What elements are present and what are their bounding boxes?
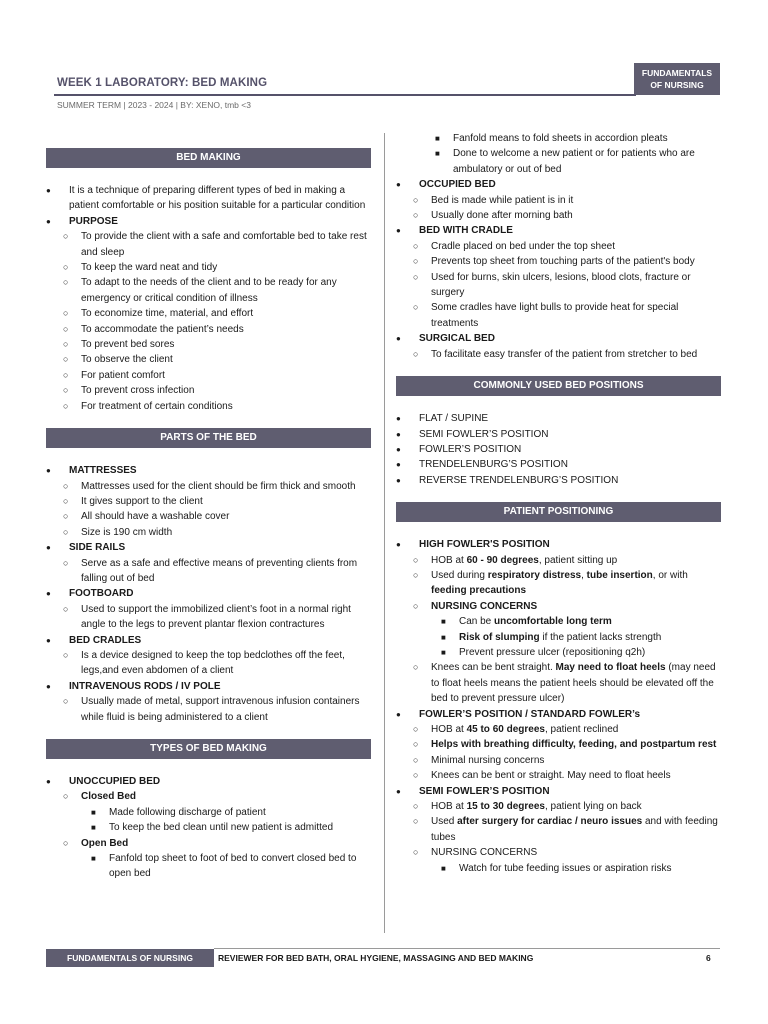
right-column	[396, 131, 721, 876]
patient-positioning-list	[396, 537, 721, 876]
semi-fowler-label: SEMI FOWLER’S POSITION	[419, 785, 550, 797]
fowler-label: FOWLER’S POSITION / STANDARD FOWLER’s	[419, 708, 641, 720]
mattresses-list	[63, 479, 371, 541]
list-item: ○ All should have a washable cover	[63, 509, 371, 524]
list-item: ○ Bed is made while patient is in it	[413, 193, 721, 208]
text-run: , patient lying on back	[544, 801, 642, 813]
text-run: Used	[431, 816, 458, 828]
list-item: ○ To prevent bed sores	[63, 337, 371, 352]
list-item	[413, 660, 721, 706]
list-item: ● REVERSE TRENDELENBURG’S POSITION	[396, 473, 721, 488]
fowler-list	[413, 722, 721, 784]
header-badge-line2: OF NURSING	[650, 80, 704, 90]
footboard-item	[46, 586, 371, 632]
list-item: ■ Done to welcome a new patient or for patients who are ambulatory or out of bed	[424, 146, 721, 177]
list-item: ■ Prevent pressure ulcer (repositioning q2h)	[430, 645, 721, 660]
list-item: ○ Helps with breathing difficulty, feeding, and postpartum rest	[413, 737, 721, 752]
text-run: and with feeding tubes	[431, 816, 718, 843]
list-item	[413, 814, 721, 845]
list-item: ■ Watch for tube feeding issues or aspiration risks	[430, 861, 721, 876]
list-item: ○ For treatment of certain conditions	[63, 399, 371, 414]
page-header-title: WEEK 1 LABORATORY: BED MAKING	[57, 77, 268, 89]
section-header-types-of-bed-making: TYPES OF BED MAKING	[46, 739, 371, 759]
page-subtitle: SUMMER TERM | 2023 - 2024 | BY: XENO, tmb <3	[57, 100, 251, 110]
list-item	[413, 722, 721, 737]
occupied-bed-label: OCCUPIED BED	[419, 179, 496, 191]
section-header-patient-positioning: PATIENT POSITIONING	[396, 502, 721, 522]
list-item: ○ Prevents top sheet from touching parts of the patient's body	[413, 254, 721, 269]
header-badge	[634, 63, 720, 95]
purpose-list	[63, 229, 371, 414]
header-divider	[54, 94, 636, 96]
list-item	[413, 568, 721, 599]
semi-fowler-list	[413, 799, 721, 876]
text-run: , patient sitting up	[538, 554, 618, 566]
text-run: 60 - 90 degrees	[466, 554, 539, 566]
section-header-parts-of-bed: PARTS OF THE BED	[46, 428, 371, 448]
list-item	[413, 553, 721, 568]
section-header-bed-positions: COMMONLY USED BED POSITIONS	[396, 376, 721, 396]
list-item	[413, 799, 721, 814]
bed-making-definition: ● It is a technique of preparing different types of bed in making a patient comfortable or his position suitable for a particular condition	[46, 183, 371, 214]
text-run: Knees can be bent straight.	[431, 662, 556, 674]
types-list-right	[396, 177, 721, 362]
left-column	[46, 148, 371, 882]
footer-document-title: REVIEWER FOR BED BATH, ORAL HYGIENE, MASSAGING AND BED MAKING	[218, 953, 534, 963]
side-rails-label: SIDE RAILS	[69, 542, 126, 554]
semi-fowler-item	[396, 784, 721, 876]
mattresses-label: MATTRESSES	[69, 465, 137, 477]
list-item: ○ Usually done after morning bath	[413, 208, 721, 223]
high-fowler-label: HIGH FOWLER'S POSITION	[419, 539, 550, 551]
footer-course-label: FUNDAMENTALS OF NURSING	[46, 949, 214, 967]
side-rails-list	[63, 556, 371, 587]
list-item: ○ To economize time, material, and effort	[63, 306, 371, 321]
list-item: ○ To provide the client with a safe and comfortable bed to take rest and sleep	[63, 229, 371, 260]
list-item: ○ Used for burns, skin ulcers, lesions, blood clots, fracture or surgery	[413, 270, 721, 301]
list-item: ○ To adapt to the needs of the client and to be ready for any emergency or critical condition of illness	[63, 275, 371, 306]
closed-bed-list	[80, 805, 371, 836]
text-run: respiratory distress	[487, 569, 582, 581]
list-item: ○ Mattresses used for the client should be firm thick and smooth	[63, 479, 371, 494]
text-run: 15 to 30 degrees	[466, 801, 545, 813]
list-item: ■ Made following discharge of patient	[80, 805, 371, 820]
mattresses-item	[46, 463, 371, 540]
surgical-bed-item	[396, 331, 721, 362]
purpose-item	[46, 214, 371, 414]
open-bed-item	[63, 836, 371, 882]
text-run: Risk of slumping	[459, 631, 540, 643]
list-item: ● TRENDELENBURG’S POSITION	[396, 457, 721, 472]
unoccupied-bed-label: UNOCCUPIED BED	[69, 776, 161, 787]
header-badge-line1: FUNDAMENTALS	[641, 68, 713, 78]
list-item: ○ Usually made of metal, support intravenous infusion containers while fluid is being administered to a client	[63, 694, 371, 725]
list-item	[430, 614, 721, 629]
list-item: ○ Knees can be bent or straight. May need to float heels	[413, 768, 721, 783]
iv-pole-list	[63, 694, 371, 725]
text-run: uncomfortable long term	[494, 616, 612, 628]
parts-list	[46, 463, 371, 725]
list-item: ○ To facilitate easy transfer of the patient from stretcher to bed	[413, 347, 721, 362]
list-item: ○ To keep the ward neat and tidy	[63, 260, 371, 275]
footboard-label: FOOTBOARD	[69, 588, 134, 600]
list-item: ■ Fanfold top sheet to foot of bed to convert closed bed to open bed	[80, 851, 371, 882]
text-run: Used during	[431, 569, 488, 581]
high-fowler-list	[413, 553, 721, 707]
bed-with-cradle-label: BED WITH CRADLE	[419, 225, 513, 237]
nursing-concerns-list	[430, 861, 721, 876]
surgical-bed-list	[413, 347, 721, 362]
iv-pole-item	[46, 679, 371, 725]
bed-making-list	[46, 183, 371, 414]
list-item: ○ To prevent cross infection	[63, 383, 371, 398]
unoccupied-bed-list	[63, 789, 371, 881]
closed-bed-label: Closed Bed	[81, 791, 137, 803]
closed-bed-item	[63, 789, 371, 835]
list-item: ● SEMI FOWLER’S POSITION	[396, 427, 721, 442]
text-run: HOB at	[431, 801, 467, 813]
text-run: (may need to float heels means the patient heels should be elevated off the bed to prevent pressure ulcer)	[431, 662, 716, 705]
list-item: ■ To keep the bed clean until new patient is admitted	[80, 820, 371, 835]
text-run: feeding precautions	[431, 585, 527, 597]
text-run: if the patient lacks strength	[539, 631, 662, 643]
list-item	[430, 630, 721, 645]
list-item: ● FLAT / SUPINE	[396, 411, 721, 426]
text-run: , patient reclined	[544, 724, 619, 735]
section-header-bed-making: BED MAKING	[46, 148, 371, 168]
bed-with-cradle-item	[396, 223, 721, 331]
text-run: Can be	[459, 616, 495, 628]
open-bed-label: Open Bed	[81, 837, 129, 849]
list-item: ○ Minimal nursing concerns	[413, 753, 721, 768]
text-run: 45 to 60 degrees	[466, 724, 545, 735]
bed-cradles-label: BED CRADLES	[69, 634, 142, 646]
text-run: tube insertion	[586, 569, 653, 581]
list-item: ○ For patient comfort	[63, 368, 371, 383]
list-item: ○ Size is 190 cm width	[63, 525, 371, 540]
types-list-left	[46, 774, 371, 882]
high-fowler-item	[396, 537, 721, 706]
page-number: 6	[706, 953, 711, 963]
text-run: , or with	[652, 569, 688, 581]
list-item: ○ Cradle placed on bed under the top sheet	[413, 239, 721, 254]
bed-cradles-item	[46, 633, 371, 679]
list-item: ○ Serve as a safe and effective means of preventing clients from falling out of bed	[63, 556, 371, 587]
column-divider	[384, 133, 385, 933]
list-item: ● FOWLER’S POSITION	[396, 442, 721, 457]
text-run: May need to float heels	[555, 662, 666, 674]
iv-pole-label: INTRAVENOUS RODS / IV POLE	[69, 680, 221, 692]
text-run: HOB at	[431, 554, 467, 566]
list-item: ○ To observe the client	[63, 352, 371, 367]
nursing-concerns-label: NURSING CONCERNS	[431, 847, 538, 859]
text-run: HOB at	[431, 724, 467, 735]
open-bed-list-continued	[424, 131, 721, 177]
occupied-bed-item	[396, 177, 721, 223]
purpose-label: PURPOSE	[69, 215, 118, 227]
nursing-concerns-list	[430, 614, 721, 660]
list-item: ○ It gives support to the client	[63, 494, 371, 509]
footboard-list	[63, 602, 371, 633]
fowler-item	[396, 707, 721, 784]
bed-cradles-list	[63, 648, 371, 679]
text-run: after surgery for cardiac / neuro issues	[457, 816, 643, 828]
unoccupied-bed-item	[46, 774, 371, 882]
list-item: ○ Some cradles have light bulls to provide heat for special treatments	[413, 300, 721, 331]
open-bed-list	[80, 851, 371, 882]
bed-with-cradle-list	[413, 239, 721, 331]
list-item: ○ To accommodate the patient’s needs	[63, 322, 371, 337]
nursing-concerns-item	[413, 845, 721, 876]
side-rails-item	[46, 540, 371, 586]
list-item: ○ Used to support the immobilized client’s foot in a normal right angle to the legs to prevent plantar flexion contractures	[63, 602, 371, 633]
nursing-concerns-item	[413, 599, 721, 661]
nursing-concerns-label: NURSING CONCERNS	[431, 600, 538, 612]
occupied-bed-list	[413, 193, 721, 224]
surgical-bed-label: SURGICAL BED	[419, 333, 495, 345]
text-run: ,	[581, 569, 587, 581]
list-item: ■ Fanfold means to fold sheets in accordion pleats	[424, 131, 721, 146]
bed-positions-list	[396, 411, 721, 488]
list-item: ○ Is a device designed to keep the top bedclothes off the feet, legs,and even abdomen of a client	[63, 648, 371, 679]
